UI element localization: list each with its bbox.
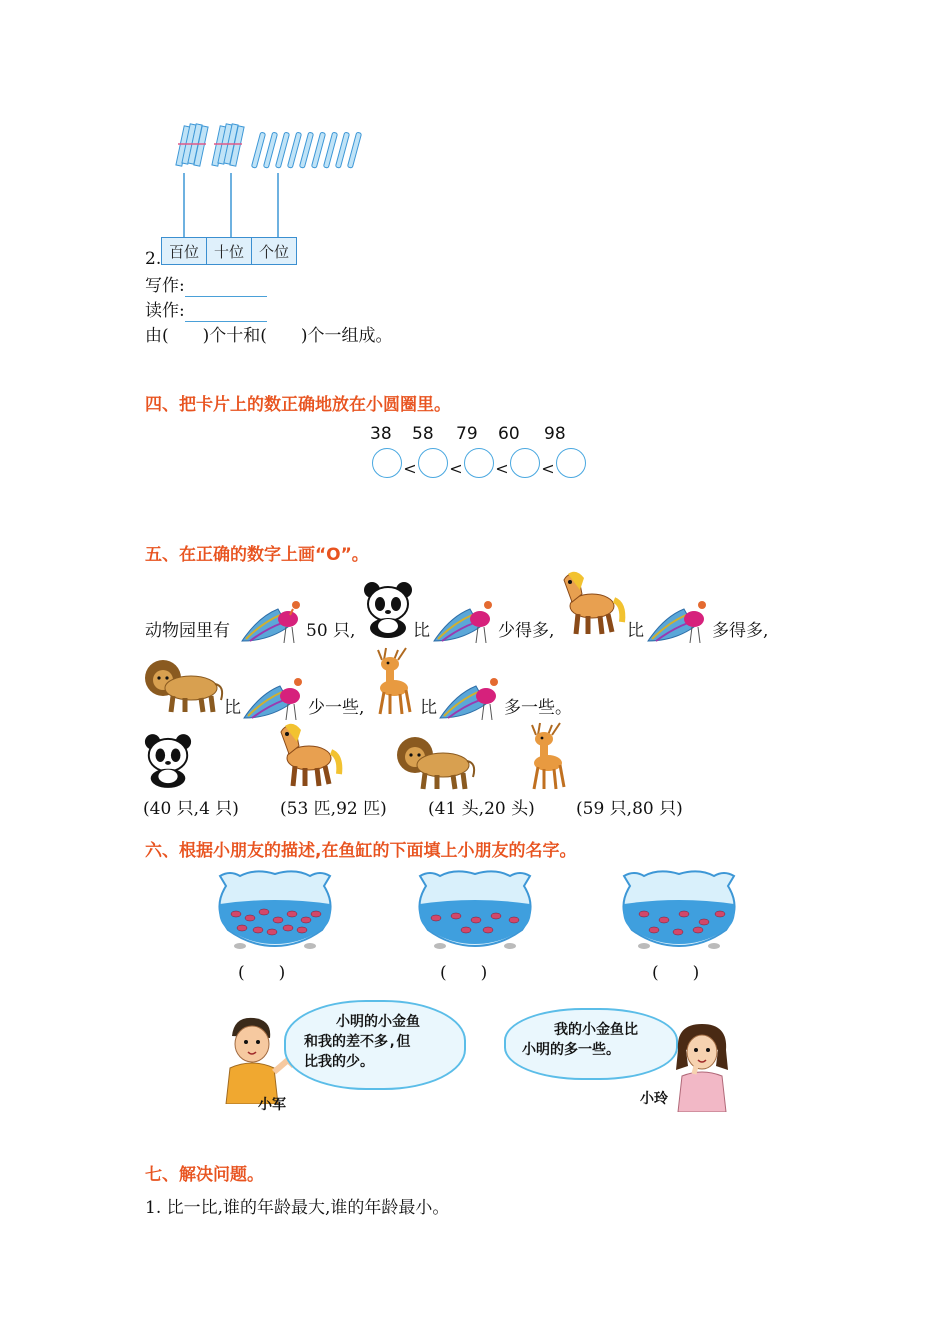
peacock-icon bbox=[436, 674, 504, 722]
fishbowl-illustration bbox=[614, 868, 744, 950]
read-row bbox=[145, 300, 267, 322]
read-answer-blank[interactable] bbox=[185, 305, 267, 322]
write-row bbox=[145, 275, 267, 297]
horse-icon bbox=[275, 722, 345, 790]
question-number: 2. bbox=[145, 249, 162, 269]
boy-speech-line: 和我的差不多,但 bbox=[304, 1034, 411, 1050]
deer-icon bbox=[522, 721, 570, 791]
boy-speech-text bbox=[304, 1012, 420, 1072]
girl-speech-line: 我的小金鱼比 bbox=[554, 1022, 638, 1038]
section7-title: 七、解决问题。 bbox=[145, 1165, 264, 1185]
place-header-hundreds: 百位 bbox=[162, 238, 207, 265]
less-than-sign: < bbox=[541, 459, 555, 478]
lion-icon bbox=[395, 733, 477, 791]
fishbowl-blank[interactable]: ( ) bbox=[238, 963, 286, 983]
girl-name: 小玲 bbox=[640, 1091, 668, 1107]
order-circles bbox=[372, 448, 586, 478]
number-card: 58 bbox=[412, 424, 434, 444]
write-answer-blank[interactable] bbox=[185, 280, 267, 297]
answer-circle[interactable] bbox=[418, 448, 448, 478]
line2-more: 多一些。 bbox=[504, 698, 572, 718]
read-label: 读作: bbox=[145, 301, 185, 321]
single-sticks-icon bbox=[251, 132, 361, 168]
fishbowl-illustration bbox=[410, 868, 540, 950]
place-header-tens: 十位 bbox=[207, 238, 252, 265]
line1-more1: 少得多, bbox=[498, 621, 555, 641]
number-card: 60 bbox=[498, 424, 520, 444]
number-cards bbox=[370, 424, 566, 444]
fishbowl-blank[interactable]: ( ) bbox=[652, 963, 700, 983]
option-panda[interactable]: (40 只,4 只) bbox=[143, 799, 239, 819]
less-than-sign: < bbox=[449, 459, 463, 478]
line1-bi1: 比 bbox=[413, 621, 430, 641]
boy-speech-line: 比我的少。 bbox=[304, 1054, 374, 1070]
line2-bi2: 比 bbox=[420, 698, 437, 718]
section6-title: 六、根据小朋友的描述,在鱼缸的下面填上小朋友的名字。 bbox=[145, 841, 577, 861]
option-lion[interactable]: (41 头,20 头) bbox=[428, 799, 535, 819]
girl-speech-line: 小明的多一些。 bbox=[522, 1042, 620, 1058]
number-card: 38 bbox=[370, 424, 392, 444]
boy-speech-line: 小明的小金鱼 bbox=[336, 1014, 420, 1030]
fishbowl-blank[interactable]: ( ) bbox=[440, 963, 488, 983]
section5-title: 五、在正确的数字上画“O”。 bbox=[145, 545, 369, 565]
write-label: 写作: bbox=[145, 276, 185, 296]
boy-name: 小军 bbox=[258, 1097, 286, 1113]
answer-circle[interactable] bbox=[510, 448, 540, 478]
girl-speech-text bbox=[522, 1020, 638, 1060]
compose-sentence: 由( )个十和( )个一组成。 bbox=[145, 326, 393, 346]
line2-bi1: 比 bbox=[224, 698, 241, 718]
stick-bundle-icon bbox=[212, 124, 244, 166]
answer-circle[interactable] bbox=[556, 448, 586, 478]
horse-icon bbox=[558, 570, 628, 638]
answer-circle[interactable] bbox=[372, 448, 402, 478]
less-than-sign: < bbox=[403, 459, 417, 478]
peacock-icon bbox=[238, 597, 306, 645]
fishbowl-illustration bbox=[210, 868, 340, 950]
lion-icon bbox=[143, 656, 225, 714]
line2-less: 少一些, bbox=[308, 698, 365, 718]
section4-title: 四、把卡片上的数正确地放在小圆圈里。 bbox=[145, 395, 451, 415]
girl-illustration bbox=[672, 1020, 732, 1112]
line1-more2: 多得多, bbox=[712, 621, 769, 641]
answer-circle[interactable] bbox=[464, 448, 494, 478]
place-value-table bbox=[161, 237, 297, 265]
number-card: 79 bbox=[456, 424, 478, 444]
option-horse[interactable]: (53 匹,92 匹) bbox=[280, 799, 387, 819]
peacock-icon bbox=[644, 597, 712, 645]
peacock-icon bbox=[240, 674, 308, 722]
less-than-sign: < bbox=[495, 459, 509, 478]
line1-count: 50 只, bbox=[306, 621, 356, 641]
deer-icon bbox=[368, 646, 416, 716]
line1-bi2: 比 bbox=[627, 621, 644, 641]
peacock-icon bbox=[430, 597, 498, 645]
stick-bundle-icon bbox=[176, 124, 208, 166]
number-card: 98 bbox=[544, 424, 566, 444]
panda-icon bbox=[143, 733, 193, 789]
section7-question1: 1. 比一比,谁的年龄最大,谁的年龄最小。 bbox=[145, 1198, 450, 1218]
option-deer[interactable]: (59 只,80 只) bbox=[576, 799, 683, 819]
panda-icon bbox=[362, 582, 414, 638]
line1-prefix: 动物园里有 bbox=[145, 621, 230, 641]
place-header-ones: 个位 bbox=[252, 238, 297, 265]
